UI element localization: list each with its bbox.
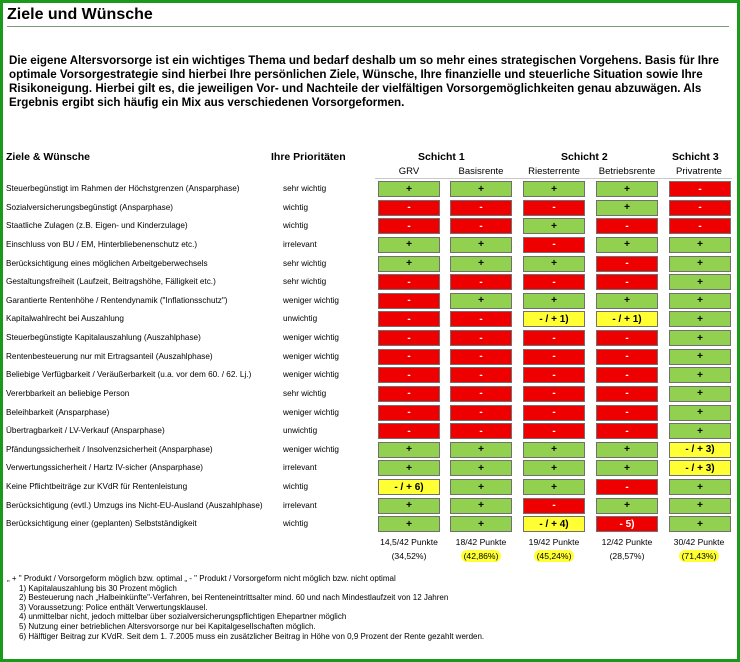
- row-goal-label: Berücksichtigung (evtl.) Umzugs ins Nicht-EU-Ausland (Auszahlphase): [6, 500, 263, 510]
- row-priority: weniger wichtig: [283, 351, 339, 361]
- rating-cell: +: [669, 293, 731, 309]
- row-priority: sehr wichtig: [283, 277, 327, 287]
- table-row: [0, 366, 740, 385]
- rating-cell: +: [596, 237, 658, 253]
- rating-cell: +: [450, 498, 512, 514]
- rating-cell: -: [450, 218, 512, 234]
- rating-cell: +: [596, 181, 658, 197]
- row-goal-label: Verwertungssicherheit / Hartz IV-sicher (Ansparphase): [6, 463, 204, 473]
- rating-cell: -: [523, 405, 585, 421]
- rating-cell: +: [450, 460, 512, 476]
- score-percent-wrap: [371, 551, 447, 561]
- rating-cell: +: [450, 293, 512, 309]
- rating-cell: +: [450, 181, 512, 197]
- row-goal-label: Steuerbegünstigte Kapitalauszahlung (Auszahlphase): [6, 333, 201, 343]
- rating-cell: -: [523, 498, 585, 514]
- rating-cell: -: [669, 181, 731, 197]
- table-row: [0, 515, 740, 534]
- page-title: Ziele und Wünsche: [7, 6, 153, 23]
- row-goal-label: Keine Pflichtbeiträge zur KVdR für Rentenleistung: [6, 482, 188, 492]
- rating-cell: -: [450, 349, 512, 365]
- legend: [7, 574, 484, 641]
- rating-cell: -: [378, 293, 440, 309]
- score-percent-wrap: [589, 551, 665, 561]
- legend-symbols: „ + " Produkt / Vorsorgeform möglich bzw. optimal „ - " Produkt / Vorsorgeform nicht möglich bzw. nicht optimal: [7, 574, 396, 583]
- rating-cell: +: [669, 516, 731, 532]
- rating-cell: -: [523, 274, 585, 290]
- rating-cell: -: [378, 274, 440, 290]
- score-points: 14,5/42 Punkte: [380, 537, 438, 547]
- rating-cell: +: [669, 386, 731, 402]
- row-goal-label: Sozialversicherungsbegünstigt (Ansparphase): [6, 202, 174, 212]
- rating-cell: +: [378, 256, 440, 272]
- rating-cell: +: [450, 256, 512, 272]
- rating-cell: -: [596, 330, 658, 346]
- rating-cell: - / + 6): [378, 479, 440, 495]
- rating-cell: -: [450, 405, 512, 421]
- column-riesterrente: Riesterrente: [528, 166, 580, 177]
- rating-cell: -: [523, 349, 585, 365]
- row-priority: wichtig: [283, 519, 309, 529]
- score-percent-wrap: [443, 551, 519, 561]
- rating-cell: +: [378, 460, 440, 476]
- rating-cell: -: [378, 218, 440, 234]
- rating-cell: +: [669, 479, 731, 495]
- rating-cell: +: [378, 442, 440, 458]
- rating-cell: +: [378, 181, 440, 197]
- rating-cell: -: [523, 386, 585, 402]
- rating-cell: -: [378, 349, 440, 365]
- row-priority: sehr wichtig: [283, 388, 327, 398]
- rating-cell: +: [378, 237, 440, 253]
- row-priority: sehr wichtig: [283, 258, 327, 268]
- rating-cell: -: [378, 405, 440, 421]
- table-row: [0, 310, 740, 329]
- rating-cell: - / + 1): [523, 311, 585, 327]
- column-basisrente: Basisrente: [458, 166, 504, 177]
- rating-cell: -: [596, 256, 658, 272]
- row-priority: irrelevant: [283, 500, 317, 510]
- rating-cell: +: [669, 330, 731, 346]
- rating-cell: - / + 3): [669, 460, 731, 476]
- table-row: [0, 217, 740, 236]
- rating-cell: -: [450, 311, 512, 327]
- header-schicht3: Schicht 3: [672, 151, 719, 163]
- row-goal-label: Staatliche Zulagen (z.B. Eigen- und Kinderzulage): [6, 221, 188, 231]
- row-priority: weniger wichtig: [283, 444, 339, 454]
- header-priorities: Ihre Prioritäten: [271, 151, 346, 163]
- rating-cell: +: [450, 516, 512, 532]
- rating-cell: -: [523, 237, 585, 253]
- rating-cell: -: [378, 311, 440, 327]
- rating-cell: +: [523, 460, 585, 476]
- header-schicht2: Schicht 2: [561, 151, 608, 163]
- rating-cell: -: [450, 367, 512, 383]
- header-goals: Ziele & Wünsche: [6, 151, 91, 163]
- rating-cell: - / + 4): [523, 516, 585, 532]
- column-header-divider: [375, 178, 732, 179]
- score-percent: (71,43%): [679, 550, 720, 562]
- table-row: [0, 404, 740, 423]
- rating-cell: -: [450, 423, 512, 439]
- rating-cell: +: [450, 442, 512, 458]
- column-betriebsrente: Betriebsrente: [598, 166, 656, 177]
- score-percent: (34,52%): [391, 551, 427, 561]
- table-row: [0, 255, 740, 274]
- rating-cell: +: [669, 498, 731, 514]
- rating-cell: - / + 1): [596, 311, 658, 327]
- rating-cell: +: [378, 498, 440, 514]
- row-priority: irrelevant: [283, 239, 317, 249]
- score-percent-wrap: [516, 551, 592, 561]
- footnote: 5) Nutzung einer betrieblichen Altersvorsorge nur bei Kapitalgesellschaften möglich.: [19, 621, 316, 631]
- row-goal-label: Steuerbegünstigt im Rahmen der Höchstgrenzen (Ansparphase): [6, 184, 240, 193]
- row-goal-label: Berücksichtigung eines möglichen Arbeitgeberwechsels: [6, 258, 208, 268]
- row-priority: irrelevant: [283, 463, 317, 473]
- table-row: [0, 292, 740, 311]
- rating-cell: +: [596, 460, 658, 476]
- row-goal-label: Vererbbarkeit an beliebige Person: [6, 388, 130, 398]
- row-priority: weniger wichtig: [283, 370, 339, 380]
- rating-cell: -: [596, 367, 658, 383]
- intro-paragraph: Die eigene Altersvorsorge ist ein wichtiges Thema und bedarf deshalb um so mehr eines strategischen Vorgehens. Basis für Ihre optimale Vorsorgestrategie sind hierbei Ihre persönlichen Ziele, Wünsche, Ihre finanzielle und steuerliche Situation sowie Ihre Risikoneigung. Hierbei gilt es, die jeweiligen Vor- und Nachteile der vielfältigen Vorsorgemöglichkeiten genau abzuwägen. Als Ergebnis ergibt sich häufig ein Mix aus verschiedenen Vorsorgeformen.: [9, 54, 719, 109]
- row-priority: weniger wichtig: [283, 333, 339, 343]
- row-goal-label: Garantierte Rentenhöhe / Rentendynamik ("Inflationsschutz"): [6, 295, 228, 305]
- row-goal-label: Gestaltungsfreiheit (Laufzeit, Beitragshöhe, Fälligkeit etc.): [6, 277, 216, 287]
- rating-cell: +: [669, 367, 731, 383]
- rating-cell: -: [523, 200, 585, 216]
- rating-cell: +: [523, 442, 585, 458]
- row-priority: weniger wichtig: [283, 295, 339, 305]
- row-goal-label: Übertragbarkeit / LV-Verkauf (Ansparphase): [6, 426, 165, 436]
- table-row: [0, 459, 740, 478]
- rating-cell: -: [450, 274, 512, 290]
- table-row: [0, 478, 740, 497]
- rating-cell: +: [669, 405, 731, 421]
- rating-cell: -: [523, 330, 585, 346]
- rating-cell: +: [669, 349, 731, 365]
- rating-cell: +: [450, 237, 512, 253]
- header-schicht1: Schicht 1: [418, 151, 465, 163]
- rating-cell: +: [523, 479, 585, 495]
- rating-cell: - 5): [596, 516, 658, 532]
- footnote: 2) Besteuerung nach „Halbeinkünfte"-Verfahren, bei Renteneintrittsalter mind. 60 und nach Mindestlaufzeit von 12 Jahren: [19, 593, 449, 603]
- rating-cell: +: [669, 256, 731, 272]
- rating-cell: +: [450, 479, 512, 495]
- rating-cell: -: [378, 367, 440, 383]
- row-priority: unwichtig: [283, 314, 318, 324]
- table-row: [0, 422, 740, 441]
- rating-cell: +: [596, 442, 658, 458]
- column-grv: GRV: [398, 166, 420, 177]
- rating-cell: +: [596, 293, 658, 309]
- rating-cell: -: [596, 405, 658, 421]
- score-percent: (42,86%): [461, 550, 502, 562]
- row-priority: sehr wichtig: [283, 184, 327, 193]
- rating-cell: - / + 3): [669, 442, 731, 458]
- table-row: [0, 497, 740, 516]
- rating-cell: -: [450, 200, 512, 216]
- rating-cell: +: [523, 256, 585, 272]
- rating-cell: +: [669, 274, 731, 290]
- row-priority: weniger wichtig: [283, 407, 339, 417]
- row-goal-label: Beliebige Verfügbarkeit / Veräußerbarkeit (u.a. vor dem 60. / 62. Lj.): [6, 370, 252, 380]
- rating-cell: -: [596, 349, 658, 365]
- score-points: 19/42 Punkte: [528, 537, 580, 547]
- rating-cell: -: [669, 200, 731, 216]
- row-goal-label: Berücksichtigung einer (geplanten) Selbstständigkeit: [6, 519, 197, 529]
- rating-cell: -: [596, 386, 658, 402]
- footnote: 4) unmittelbar nicht, jedoch mittelbar über sozialversicherungspflichtigen Ehepartner möglich: [19, 612, 347, 622]
- rating-cell: -: [596, 479, 658, 495]
- column-privatrente: Privatrente: [676, 166, 722, 177]
- rating-cell: +: [523, 218, 585, 234]
- rating-cell: -: [596, 274, 658, 290]
- rating-cell: -: [596, 423, 658, 439]
- score-percent: (28,57%): [609, 551, 645, 561]
- table-row: [0, 385, 740, 404]
- rating-cell: -: [523, 367, 585, 383]
- rating-cell: +: [669, 311, 731, 327]
- rating-cell: +: [669, 237, 731, 253]
- footnote: 3) Voraussetzung: Police enthält Verwertungsklausel.: [19, 602, 208, 612]
- score-points: 12/42 Punkte: [601, 537, 653, 547]
- table-row: [0, 236, 740, 255]
- footnote: 1) Kapitalauszahlung bis 30 Prozent möglich: [19, 583, 177, 593]
- row-priority: wichtig: [283, 202, 309, 212]
- score-percent-wrap: [661, 551, 737, 561]
- row-goal-label: Beleihbarkeit (Ansparphase): [6, 407, 110, 417]
- row-priority: unwichtig: [283, 426, 318, 436]
- rating-cell: -: [450, 330, 512, 346]
- rating-cell: -: [523, 423, 585, 439]
- rating-cell: +: [596, 200, 658, 216]
- score-percent: (45,24%): [534, 550, 575, 562]
- rating-cell: +: [596, 498, 658, 514]
- row-goal-label: Einschluss von BU / EM, Hinterbliebenenschutz etc.): [6, 239, 198, 249]
- row-goal-label: Kapitalwahlrecht bei Auszahlung: [6, 314, 124, 324]
- rating-cell: -: [378, 200, 440, 216]
- table-row: [0, 199, 740, 218]
- rating-cell: +: [523, 293, 585, 309]
- row-priority: wichtig: [283, 482, 309, 492]
- rating-cell: -: [669, 218, 731, 234]
- score-points: 18/42 Punkte: [455, 537, 507, 547]
- table-row: [0, 180, 740, 199]
- rating-cell: -: [378, 386, 440, 402]
- row-goal-label: Pfändungssicherheit / Insolvenzsicherheit (Ansparphase): [6, 444, 213, 454]
- rating-cell: -: [450, 386, 512, 402]
- title-divider: [7, 26, 729, 27]
- table-row: [0, 348, 740, 367]
- rating-cell: -: [596, 218, 658, 234]
- rating-cell: +: [523, 181, 585, 197]
- rating-cell: -: [378, 423, 440, 439]
- table-row: [0, 441, 740, 460]
- rating-cell: -: [378, 330, 440, 346]
- table-row: [0, 329, 740, 348]
- row-priority: wichtig: [283, 221, 309, 231]
- footnote: 6) Hälftiger Beitrag zur KVdR. Seit dem 1. 7.2005 muss ein zusätzlicher Beitrag in Höhe von 0,9 Prozent der Rente gezahlt werden.: [19, 631, 485, 641]
- table-row: [0, 273, 740, 292]
- row-goal-label: Rentenbesteuerung nur mit Ertragsanteil (Auszahlphase): [6, 351, 213, 361]
- rating-cell: +: [669, 423, 731, 439]
- rating-cell: +: [378, 516, 440, 532]
- score-points: 30/42 Punkte: [673, 537, 725, 547]
